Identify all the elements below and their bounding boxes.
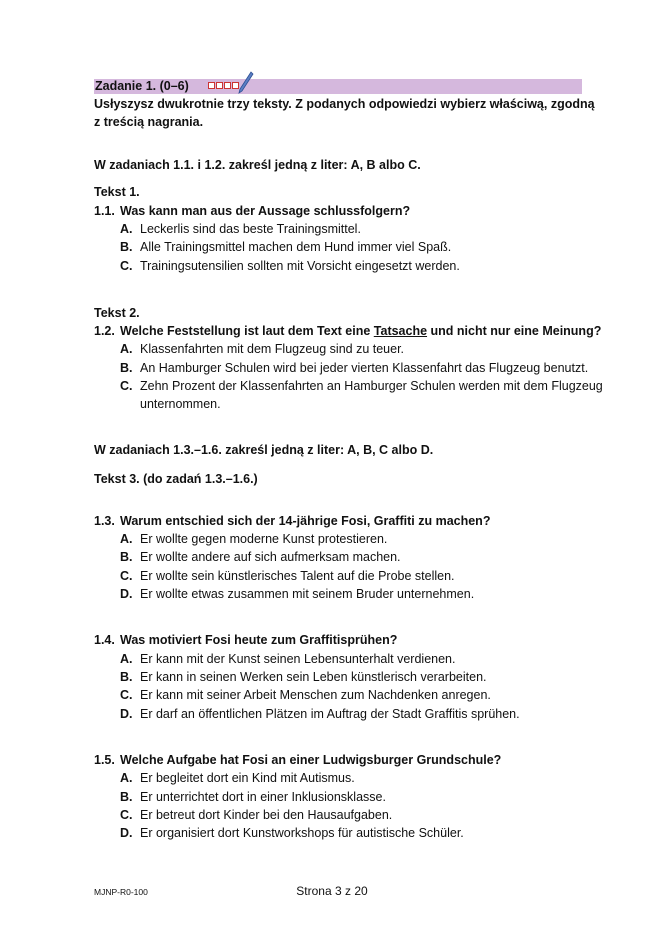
option-letter[interactable]: C. — [120, 259, 133, 273]
option-text: Er kann mit seiner Arbeit Menschen zum Nachdenken anregen. — [140, 688, 491, 702]
option-letter[interactable]: A. — [120, 652, 133, 666]
point-box — [208, 82, 215, 89]
option-letter[interactable]: A. — [120, 342, 133, 356]
option-text: Klassenfahrten mit dem Flugzeug sind zu teuer. — [140, 342, 405, 356]
option-letter[interactable]: A. — [120, 771, 133, 785]
instruction-line: Usłyszysz dwukrotnie trzy teksty. Z podanych odpowiedzi wybierz właściwą, zgodną — [94, 97, 595, 111]
question-number: 1.5. — [94, 753, 115, 767]
option-text: Er wollte gegen moderne Kunst protestieren. — [140, 532, 388, 546]
option-text: Er wollte andere auf sich aufmerksam machen. — [140, 550, 401, 564]
option-text: Alle Trainingsmittel machen dem Hund immer viel Spaß. — [140, 240, 452, 254]
underlined-word: Tatsache — [373, 324, 428, 338]
option-text: Zehn Prozent der Klassenfahrten an Hamburger Schulen werden mit dem Flugzeug — [140, 379, 603, 393]
instruction-abc: W zadaniach 1.1. i 1.2. zakreśl jedną z liter: A, B albo C. — [94, 158, 421, 172]
task-title: Zadanie 1. (0–6) — [95, 79, 189, 93]
option-letter[interactable]: B. — [120, 550, 133, 564]
question-number: 1.2. — [94, 324, 115, 338]
instruction-line: z treścią nagrania. — [94, 115, 204, 129]
points-boxes — [208, 82, 239, 89]
option-letter[interactable]: B. — [120, 670, 133, 684]
option-letter[interactable]: B. — [120, 361, 133, 375]
option-letter[interactable]: D. — [120, 826, 133, 840]
option-text: Er wollte etwas zusammen mit seinem Bruder unternehmen. — [140, 587, 475, 601]
option-text: Er darf an öffentlichen Plätzen im Auftrag der Stadt Graffitis sprühen. — [140, 707, 520, 721]
page-number: Strona 3 z 20 — [296, 884, 368, 898]
text-label: Tekst 1. — [94, 185, 140, 199]
question-text: Was motiviert Fosi heute zum Graffitisprühen? — [120, 633, 398, 647]
option-letter[interactable]: A. — [120, 222, 133, 236]
option-letter[interactable]: C. — [120, 379, 133, 393]
option-letter[interactable]: D. — [120, 707, 133, 721]
text-label: Tekst 3. (do zadań 1.3.–1.6.) — [94, 472, 258, 486]
option-letter[interactable]: A. — [120, 532, 133, 546]
option-letter[interactable]: D. — [120, 587, 133, 601]
question-text: Welche Aufgabe hat Fosi an einer Ludwigsburger Grundschule? — [120, 753, 502, 767]
option-text: Er kann in seinen Werken sein Leben künstlerisch verarbeiten. — [140, 670, 487, 684]
question-number: 1.3. — [94, 514, 115, 528]
question-text-part: und nicht nur eine Meinung? — [427, 324, 602, 338]
pen-icon — [238, 71, 254, 95]
document-code: MJNP-R0-100 — [94, 887, 148, 897]
option-text: Er begleitet dort ein Kind mit Autismus. — [140, 771, 355, 785]
option-text: Trainingsutensilien sollten mit Vorsicht eingesetzt werden. — [140, 259, 460, 273]
option-text: Er kann mit der Kunst seinen Lebensunterhalt verdienen. — [140, 652, 456, 666]
question-number: 1.1. — [94, 204, 115, 218]
question-number: 1.4. — [94, 633, 115, 647]
text-label: Tekst 2. — [94, 306, 140, 320]
option-letter[interactable]: C. — [120, 688, 133, 702]
question-text — [120, 324, 601, 338]
option-letter[interactable]: C. — [120, 569, 133, 583]
question-text-part: Welche Feststellung ist laut dem Text eine — [120, 324, 374, 338]
option-text: Er wollte sein künstlerisches Talent auf die Probe stellen. — [140, 569, 455, 583]
option-text: Leckerlis sind das beste Trainingsmittel. — [140, 222, 361, 236]
option-letter[interactable]: B. — [120, 240, 133, 254]
question-text: Warum entschied sich der 14-jährige Fosi, Graffiti zu machen? — [120, 514, 491, 528]
option-text-continued: unternommen. — [140, 397, 221, 411]
instruction-abcd: W zadaniach 1.3.–1.6. zakreśl jedną z liter: A, B, C albo D. — [94, 443, 434, 457]
point-box — [224, 82, 231, 89]
point-box — [216, 82, 223, 89]
option-text: Er organisiert dort Kunstworkshops für autistische Schüler. — [140, 826, 464, 840]
option-text: Er unterrichtet dort in einer Inklusionsklasse. — [140, 790, 386, 804]
option-letter[interactable]: B. — [120, 790, 133, 804]
option-letter[interactable]: C. — [120, 808, 133, 822]
question-text: Was kann man aus der Aussage schlussfolgern? — [120, 204, 411, 218]
option-text: Er betreut dort Kinder bei den Hausaufgaben. — [140, 808, 393, 822]
option-text: An Hamburger Schulen wird bei jeder vierten Klassenfahrt das Flugzeug benutzt. — [140, 361, 589, 375]
